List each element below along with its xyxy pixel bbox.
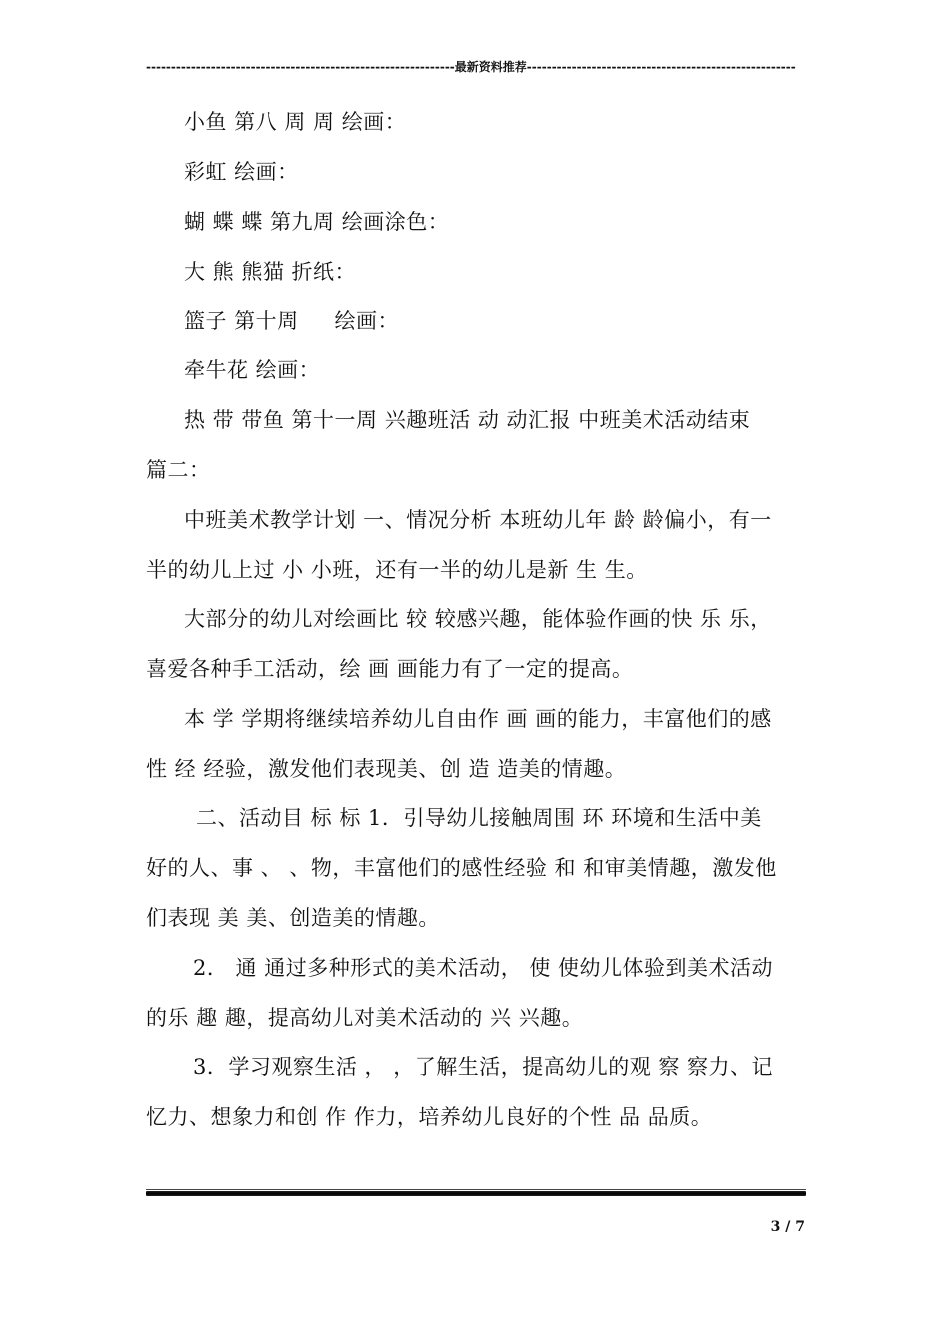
footer-rule-thin xyxy=(146,1189,806,1190)
text-line: 的乐 趣 趣，提高幼儿对美术活动的 兴 兴趣。 xyxy=(146,1006,584,1030)
text-line: 忆力、想象力和创 作 作力，培养幼儿良好的个性 品 品质。 xyxy=(146,1105,713,1129)
text-line: 本 学 学期将继续培养幼儿自由作 画 画的能力，丰富他们的感 xyxy=(184,707,772,731)
text-line: 中班美术教学计划 一、情况分析 本班幼儿年 龄 龄偏小，有一 xyxy=(184,508,772,532)
text-line: 篇二： xyxy=(146,458,211,482)
text-line: 蝴 蝶 蝶 第九周 绘画涂色： xyxy=(184,210,450,234)
text-line: 半的幼儿上过 小 小班，还有一半的幼儿是新 生 生。 xyxy=(146,558,648,582)
text-line: 2． 通 通过多种形式的美术活动， 使 使幼儿体验到美术活动 xyxy=(193,956,774,980)
text-line: 篮子 第十周 绘画： xyxy=(184,309,400,333)
text-line: 热 带 带鱼 第十一周 兴趣班活 动 动汇报 中班美术活动结束 xyxy=(184,408,751,432)
text-line: 彩虹 绘画： xyxy=(184,160,299,184)
text-line: 二、活动目 标 标 1．引导幼儿接触周围 环 环境和生活中美 xyxy=(196,806,762,830)
text-line: 小鱼 第八 周 周 绘画： xyxy=(184,110,407,134)
text-line: 大 熊 熊猫 折纸： xyxy=(184,260,357,284)
text-line: 性 经 经验，激发他们表现美、创 造 造美的情趣。 xyxy=(146,757,627,781)
footer-rule xyxy=(146,1191,806,1196)
page-header-banner: --------------------------------------------------------------最新资料推荐------------------------------------------------------ xyxy=(146,60,796,74)
text-line: 牵牛花 绘画： xyxy=(184,358,321,382)
text-line: 3．学习观察生活 ， ，了解生活，提高幼儿的观 察 察力、记 xyxy=(193,1055,774,1079)
text-line: 大部分的幼儿对绘画比 较 较感兴趣，能体验作画的快 乐 乐， xyxy=(184,607,772,631)
page-number: 3 / 7 xyxy=(770,1219,805,1235)
text-line: 好的人、事 、 、物，丰富他们的感性经验 和 和审美情趣，激发他 xyxy=(146,856,777,880)
text-line: 喜爱各种手工活动，绘 画 画能力有了一定的提高。 xyxy=(146,657,634,681)
text-line: 们表现 美 美、创造美的情趣。 xyxy=(146,906,440,930)
